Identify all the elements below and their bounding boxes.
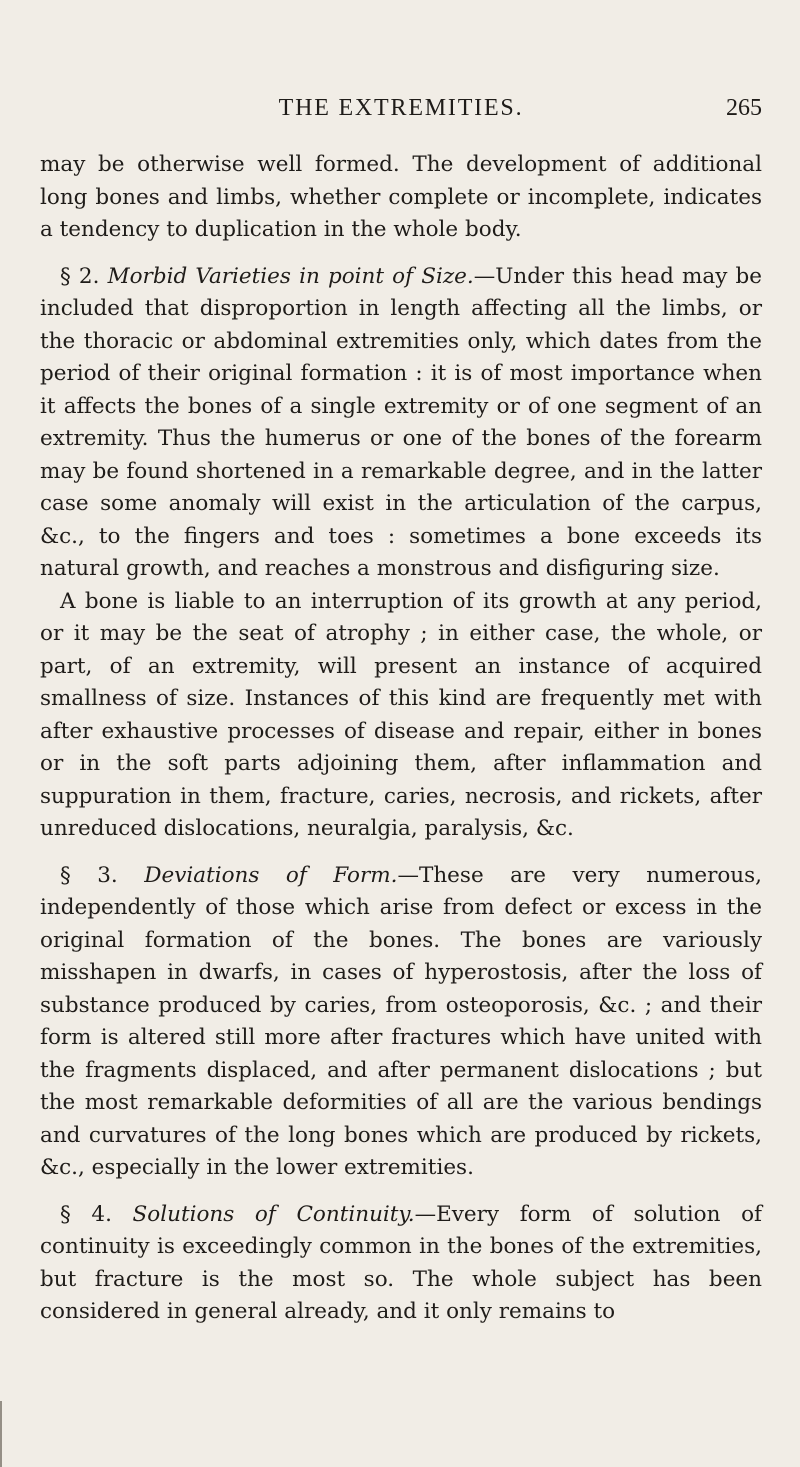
section-heading: Deviations of Form. [144, 862, 398, 888]
book-page [0, 95, 800, 1467]
page-number: 265 [726, 95, 762, 121]
paragraph-5-text: —Every form of solution of continuity is exceedingly common in the bones of the extremities, but fracture is the most so. The whole subject has been considered in general already, and it only remains to [40, 1201, 762, 1324]
paragraph-4 [40, 860, 762, 1185]
paragraph-3 [40, 586, 762, 846]
section-number: § 4. [60, 1201, 133, 1227]
page-title: THE EXTREMITIES. [278, 95, 524, 121]
section-heading: Solutions of Continuity. [132, 1201, 415, 1227]
section-heading: Morbid Varieties in point of Size. [107, 263, 474, 289]
paragraph-4-text: —These are very numerous, independently of those which arise from defect or excess in the original formation of the bones. The bones are variously misshapen in dwarfs, in cases of hyperostosis, after the loss of substance produced by caries, from osteoporosis, &c. ; and their form is altered still more after fractures which have united with the fragments displaced, and after permanent dislocations ; but the most remarkable deformities of all are the various bendings and curvatures of the long bones which are produced by rickets, &c., especially in the lower extremities. [40, 862, 763, 1180]
running-head [40, 95, 762, 135]
paragraph-1-text: may be otherwise well formed. The development of additional long bones and limbs, whether complete or incomplete, indicates a tendency to duplication in the whole body. [40, 152, 762, 242]
page-edge-mark [0, 1401, 2, 1467]
section-number: § 3. [60, 862, 145, 888]
paragraph-1 [40, 149, 762, 247]
paragraph-2 [40, 261, 762, 586]
paragraph-2-text: —Under this head may be included that disproportion in length affecting all the limbs, or the thoracic or abdominal extremities only, which dates from the period of their original formation : it is of most importance when it affects the bones of a single extremity or of one segment of an extremity. Thus the humerus or one of the bones of the forearm may be found shortened in a remarkable degree, and in the latter case some anomaly will exist in the articulation of the carpus, &c., to the fingers and toes : sometimes a bone exceeds its natural growth, and reaches a monstrous and disfiguring size. [40, 263, 762, 581]
paragraph-5 [40, 1199, 762, 1329]
section-number: § 2. [60, 263, 108, 289]
paragraph-3-text: A bone is liable to an interruption of its growth at any period, or it may be the seat of atrophy ; in either case, the whole, or part, of an extremity, will present an instance of acquired smallness of size. Instances of this kind are frequently met with after exhaustive processes of disease and repair, either in bones or in the soft parts adjoining them, after inflammation and suppuration in them, fracture, caries, necrosis, and rickets, after unreduced dislocations, neuralgia, paralysis, &c. [40, 588, 762, 841]
